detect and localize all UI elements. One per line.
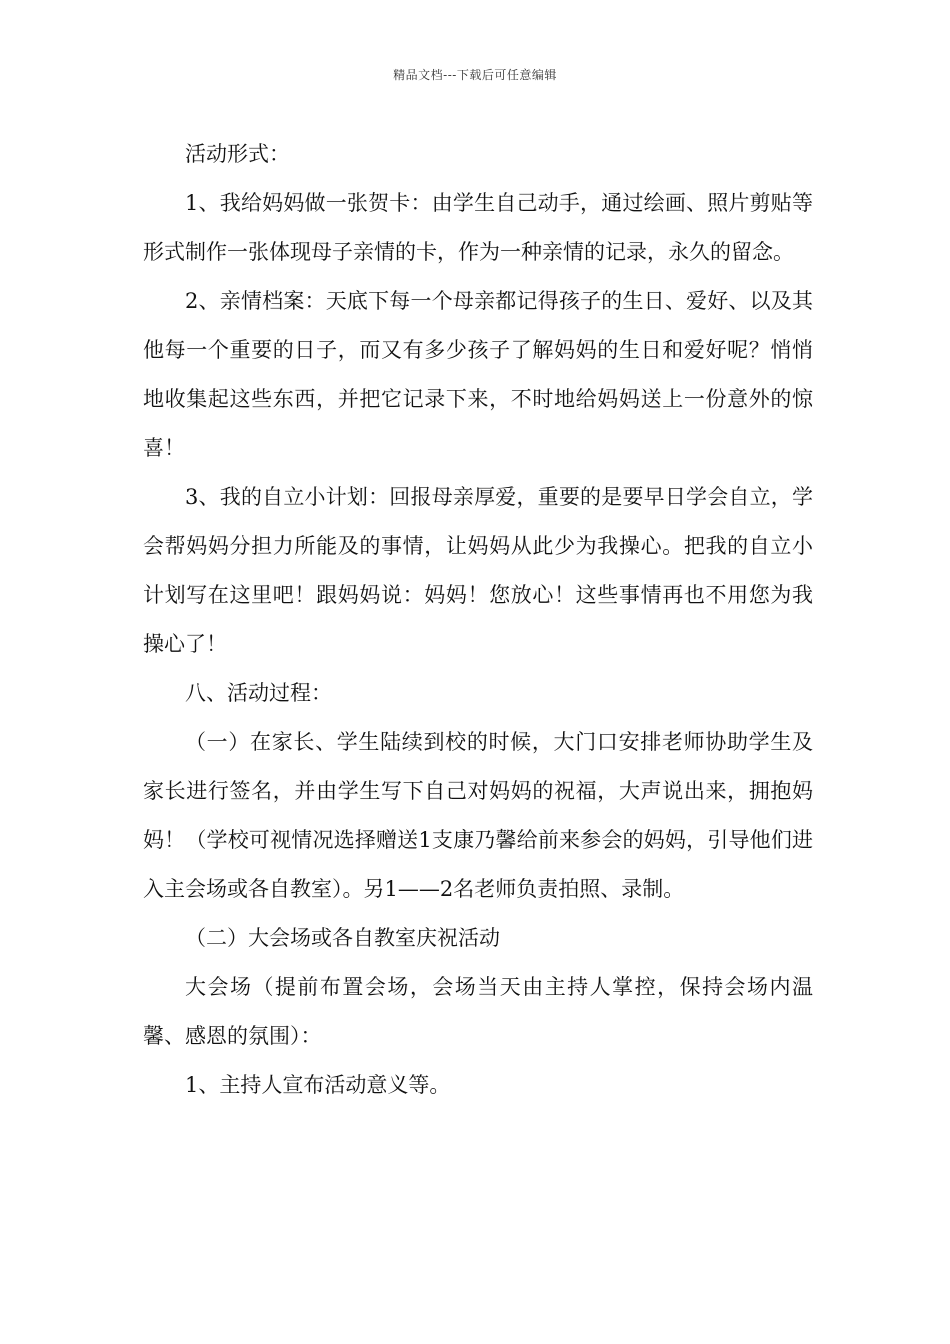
paragraph-family-archive: 2、亲情档案：天底下每一个母亲都记得孩子的生日、爱好、以及其他每一个重要的日子，而又有多少孩子了解妈妈的生日和爱好呢？悄悄地收集起这些东西，并把它记录下来，不时地给妈妈送上一份意外的惊喜！	[143, 289, 813, 460]
paragraph-main-venue: 大会场（提前布置会场，会场当天由主持人掌控，保持会场内温馨、感恩的氛围）：	[143, 975, 813, 1048]
section-heading-activity-process: 八、活动过程：	[185, 681, 332, 705]
page-header: 精品文档---下载后可任意编辑	[393, 68, 557, 82]
document-body	[143, 130, 813, 1110]
paragraph-activity-format: 活动形式：	[185, 142, 290, 166]
paragraph-host-announcement: 1、主持人宣布活动意义等。	[185, 1073, 451, 1097]
paragraph-arrival-signing: （一）在家长、学生陆续到校的时候，大门口安排老师协助学生及家长进行签名，并由学生写下自己对妈妈的祝福，大声说出来，拥抱妈妈！（学校可视情况选择赠送1支康乃馨给前来参会的妈妈，引导他们进入主会场或各自教室）。另1——2名老师负责拍照、录制。	[143, 730, 813, 901]
paragraph-greeting-card: 1、我给妈妈做一张贺卡：由学生自己动手，通过绘画、照片剪贴等形式制作一张体现母子亲情的卡，作为一种亲情的记录，永久的留念。	[143, 191, 813, 264]
paragraph-self-reliance-plan: 3、我的自立小计划：回报母亲厚爱，重要的是要早日学会自立，学会帮妈妈分担力所能及的事情，让妈妈从此少为我操心。把我的自立小计划写在这里吧！跟妈妈说：妈妈！您放心！这些事情再也不用您为我操心了！	[143, 485, 813, 656]
subheading-celebration: （二）大会场或各自教室庆祝活动	[185, 926, 500, 950]
